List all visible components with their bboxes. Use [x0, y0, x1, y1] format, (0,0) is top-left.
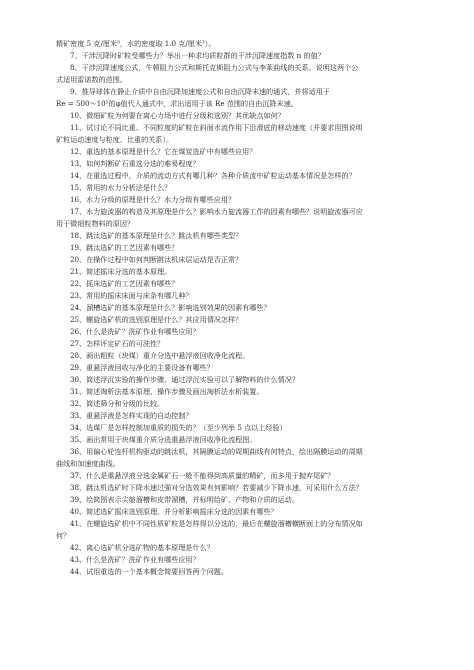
- text-line: 36、用偏心轮连杆机构驱动的跳汰机，其隔膜运动的周期曲线有何特点，绘出隔膜运动的周期: [70, 447, 363, 456]
- text-line: 11、试讨论不同比重、不同粒度的矿粒在斜面水流作用下沿滑底的移动速度（并要求用图说明: [70, 123, 363, 132]
- text-line: 28、画出粗粒（块煤）重介分选中悬浮液回收净化流程。: [70, 351, 250, 360]
- text-line: 20、在操作过程中如何判断跳汰机床层运动是否正常？: [70, 255, 243, 264]
- text-line: 10、微细矿粒为何要在离心力场中进行分级和选别？其优缺点如何？: [70, 111, 285, 120]
- text-line: 14、在重选过程中，介质的流动方式有哪几种？各种介质流中矿粒运动基本情况是怎样的？: [70, 171, 356, 180]
- text-line: 16、水力分级的原理是什么？水力分级有哪些应用？: [70, 195, 236, 204]
- text-line: 30、简述浮沉实验的操作步骤，通过浮沉实验可以了解物料的什么情况？: [70, 375, 299, 384]
- text-line: 25、螺旋选矿机的选别原理是什么？其应用情况怎样？: [70, 315, 243, 324]
- text-line: 精矿密度 5 克/厘米³，水的密度取 1.0 克/厘米³）。: [56, 39, 216, 48]
- text-line: 35、画出常用于块煤重介质分选重悬浮液回收净化流程图。: [70, 435, 257, 444]
- text-line: 44、试用重选的一个基本概念简要回答两个问题。: [70, 567, 228, 576]
- text-line: 何？: [56, 531, 71, 540]
- text-line: 7、干涉沉降时矿粒受哪些力？举出一种求均质粒群的干涉沉降速度指数 n 的值？: [70, 51, 325, 60]
- text-line: 曲线和加速度曲线。: [56, 459, 120, 468]
- question-list: [56, 38, 424, 578]
- text-line: 矿粒运动速度与粒度、比重的关系）。: [56, 135, 174, 144]
- text-line: 43、什么是洗矿？洗矿作业有哪些应用？: [70, 555, 200, 564]
- text-line: 15、常用的水力分析法是什么？: [70, 183, 172, 192]
- text-line: 用于微细粒物料的原因？: [56, 219, 135, 228]
- text-line: 42、离心选矿机分选矿物的基本原理是什么？: [70, 543, 214, 552]
- text-line: 9、推导球体在静止介质中自由沉降加速度公式和自由沉降末速的通式，并将适用于: [70, 87, 330, 96]
- text-line: 17、水力旋流器的构造及其原理是什么？影响水力旋流器工作的因素有哪些？说明旋流器可应: [70, 207, 363, 216]
- text-line: 8、干涉沉降速度公式，牛顿阻力公式和斯托克斯阻力公式与李莱曲线的关系。说明这两个公: [70, 63, 359, 72]
- text-line: 40、简述选矿摇床选别原理，并分析影响摇床分选的因素有哪些？: [70, 507, 278, 516]
- text-line: 21、简述摇床分选的基本原理。: [70, 267, 172, 276]
- text-line: 式适用雷诺数的范围。: [56, 75, 127, 84]
- text-line: 22、摇床选矿的工艺因素有哪些？: [70, 279, 179, 288]
- text-line: 18、跳汰选矿的基本原理是什么？跳汰机有哪些类型？: [70, 231, 243, 240]
- text-line: 41、在螺旋选矿机中不同性质矿粒是怎样得以分选的，最后在螺旋溜槽横断面上的分布情况如: [70, 519, 363, 528]
- text-line: 29、重悬浮液回收与净化的主要设备有哪些？: [70, 363, 214, 372]
- text-line: 23、常用的摇床床面与床条有哪几种？: [70, 291, 193, 300]
- text-line: 38、跳汰机选矿时下降水速过强对分选效果有何影响？若要减少下降水速，可采用什么方法？: [70, 483, 363, 492]
- text-line: 19、跳汰选矿的工艺因素有哪些？: [70, 243, 179, 252]
- text-line: 26、什么是洗矿？洗矿作业有哪些应用？: [70, 327, 200, 336]
- text-line: 32、简述筛分和分级的比较。: [70, 399, 165, 408]
- text-line: Re = 500～10⁵的φ值代入通式中，求出适用于该 Re 范围的自由沉降末速。: [56, 99, 298, 108]
- text-line: 33、重悬浮液是怎样实现的自动控制？: [70, 411, 193, 420]
- text-line: 13、如何判断矿石重选分选的难易程度？: [70, 159, 200, 168]
- text-line: 31、简述淘析法基本原理、操作步骤及画出淘析法水析装置。: [70, 387, 264, 396]
- text-line: 39、绘简图表示尖缩溜槽和皮带溜槽，并标明给矿、产物和介质的运动。: [70, 495, 299, 504]
- text-line: 12、重选的基本原理是什么？它在煤炭选矿中有哪些应用？: [70, 147, 257, 156]
- text-line: 37、什么是重悬浮液分选金属矿石一般不能得到高质量的精矿，而多用于抛弃尾矿？: [70, 471, 335, 480]
- text-line: 34、选煤厂是怎样控制加重质的损失的？（至少列举 5 点以上经验）: [70, 423, 287, 432]
- text-line: 27、怎样评定矿石的可洗性？: [70, 339, 165, 348]
- text-line: 24、溜槽选矿的基本原理是什么？影响选别效果的因素有哪些？: [70, 303, 271, 312]
